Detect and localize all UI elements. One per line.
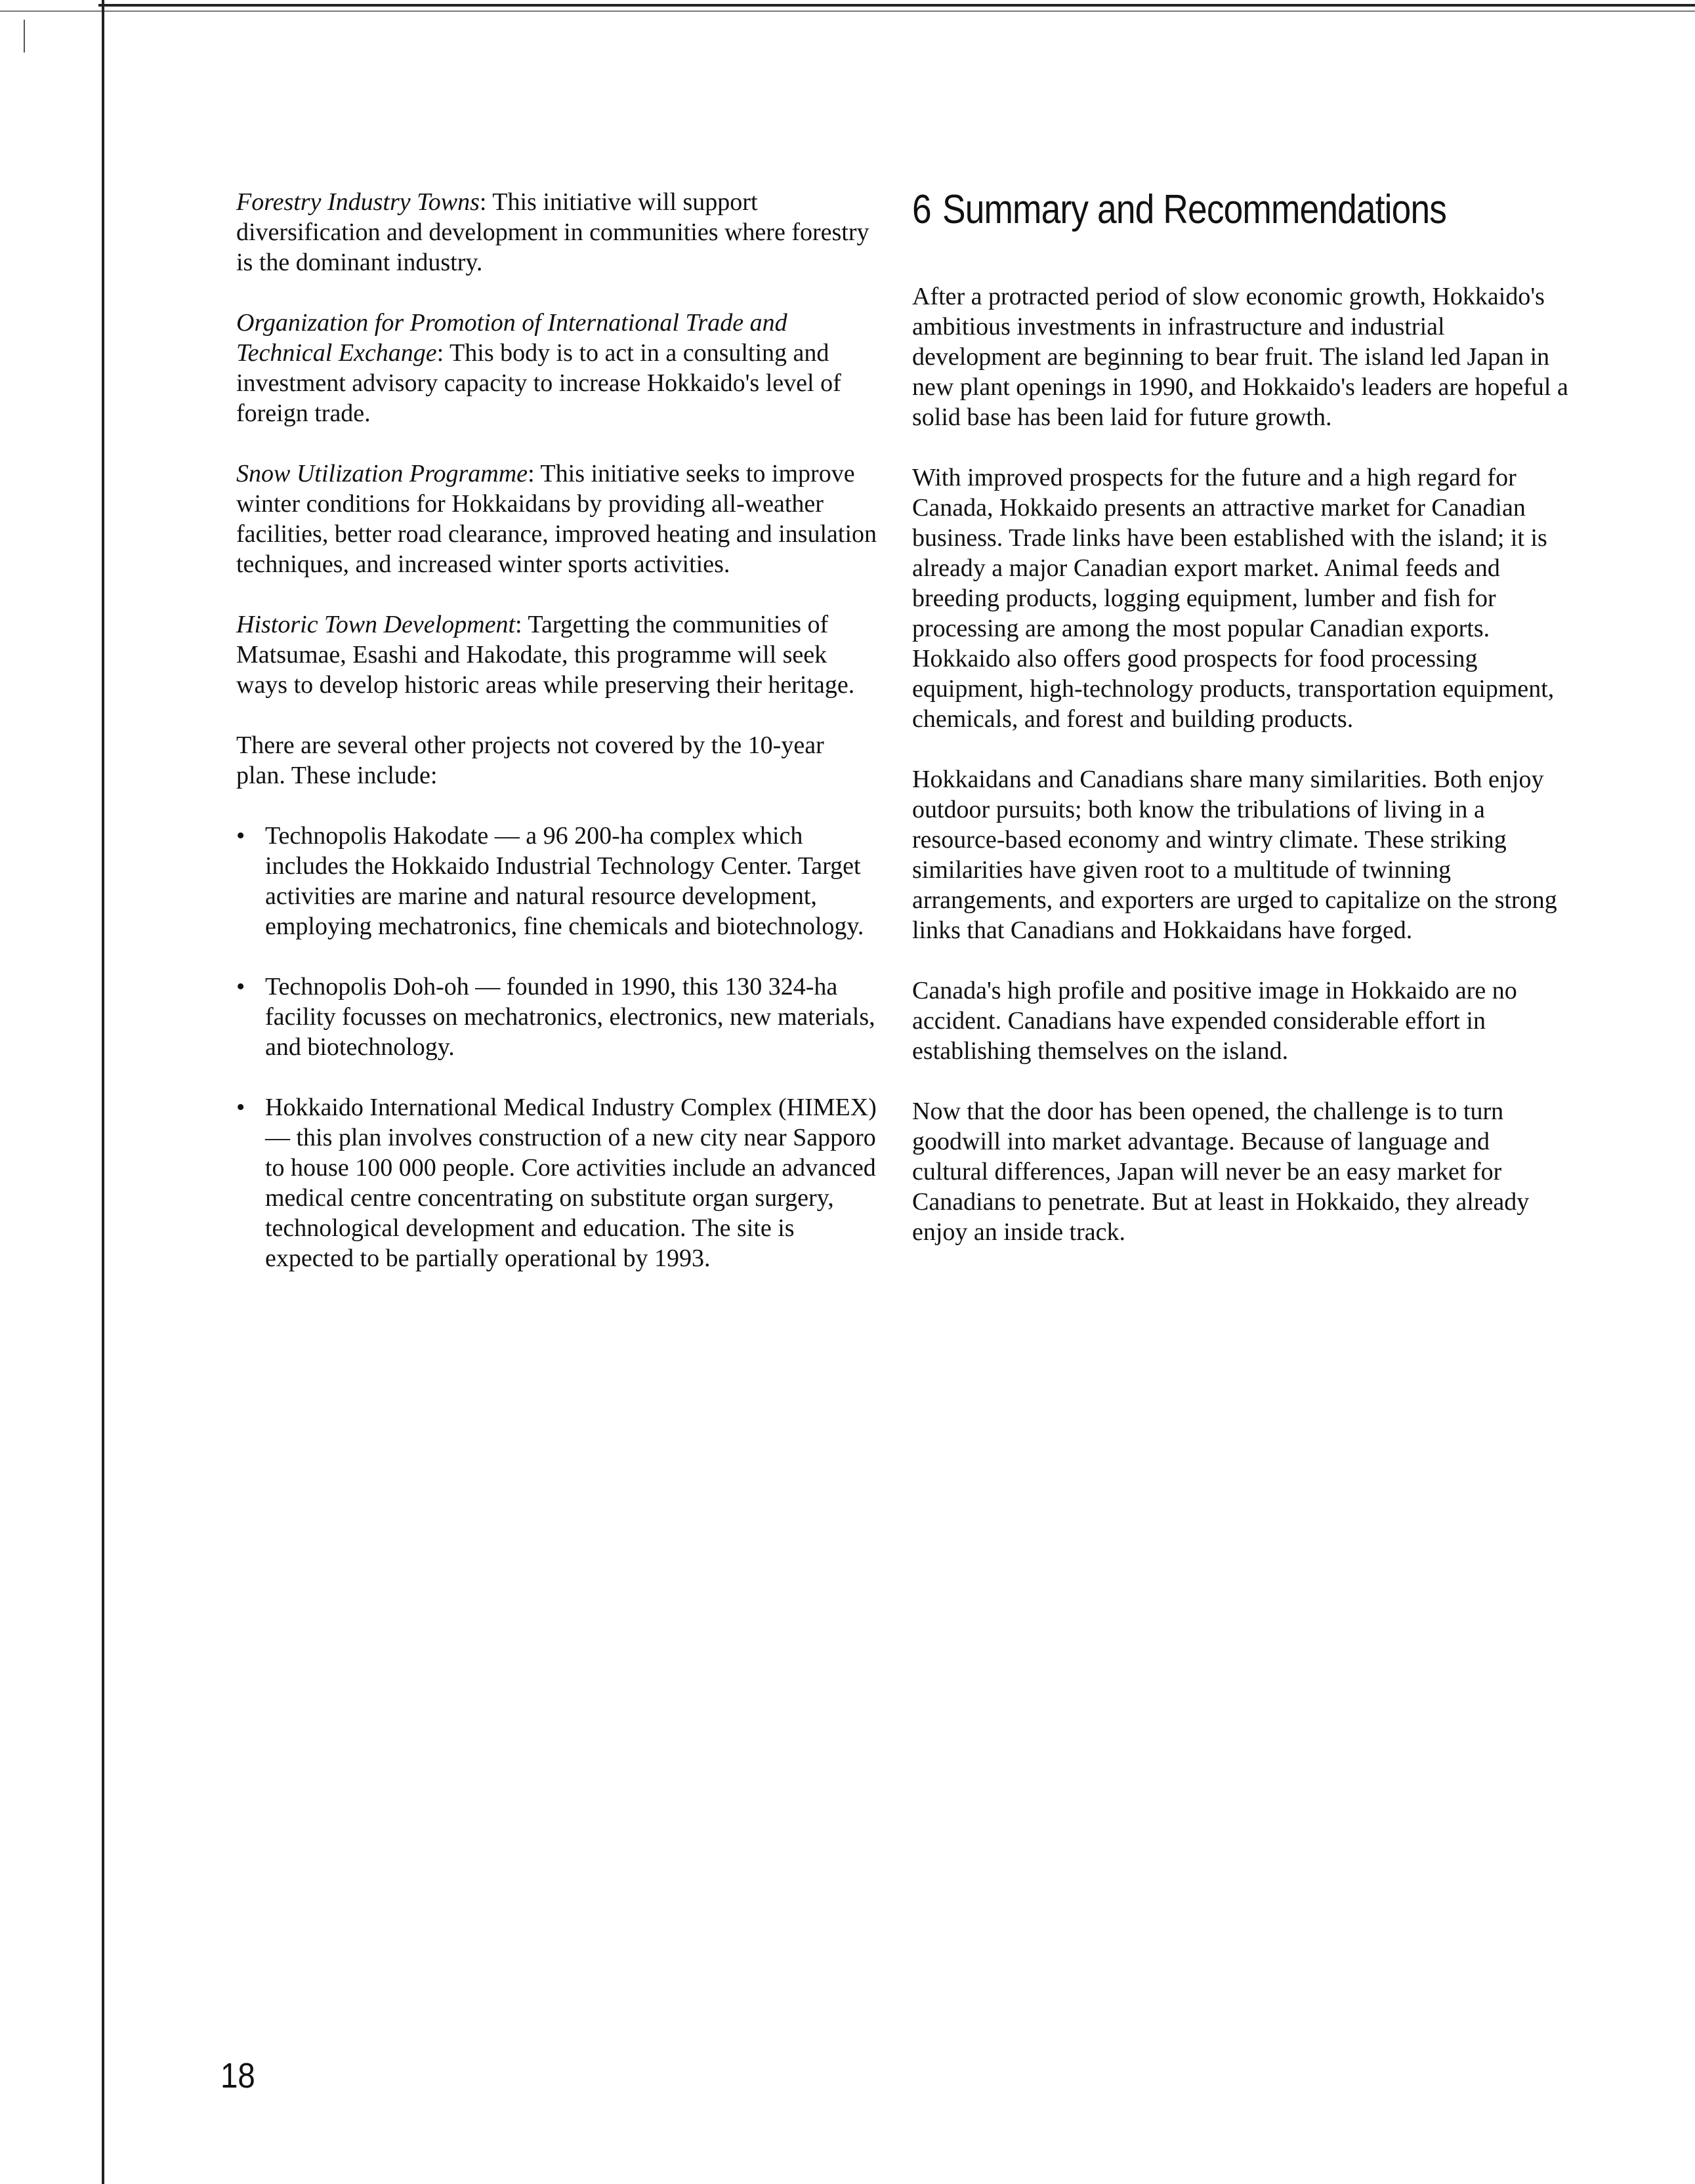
list-item-text: Technopolis Hakodate — a 96 200-ha complex which includes the Hokkaido Industrial Technology Center. Target activities are marine and natural resource development, employing mechatronics, fine chemicals and biotechnology. bbox=[265, 822, 864, 940]
top-scan-line bbox=[0, 10, 1695, 12]
paragraph-market-advantage: Now that the door has been opened, the challenge is to turn goodwill into market advantage. Because of language and cultural differences, Japan will never be an easy market for Canadians to penetrate. But at least in Hokkaido, they already enjoy an inside track. bbox=[912, 1098, 1530, 1246]
term-snow-utilization-programme: Snow Utilization Programme bbox=[236, 460, 528, 487]
paragraph-forestry-industry-towns bbox=[236, 187, 879, 278]
section-title: Summary and Recommendations bbox=[942, 187, 1447, 232]
paragraph-canada-profile: Canada's high profile and positive image in Hokkaido are no accident. Canadians have expended considerable effort in establishing themselves on the island. bbox=[912, 977, 1517, 1065]
paragraph-economic-growth: After a protracted period of slow economic growth, Hokkaido's ambitious investments in infrastructure and industrial development are beginning to bear fruit. The island led Japan in new plant openings in 1990, and Hokkaido's leaders are hopeful a solid base has been laid for future growth. bbox=[912, 283, 1568, 431]
top-border-line bbox=[98, 4, 1695, 7]
right-column bbox=[912, 187, 1568, 1277]
paragraph-shared-similarities: Hokkaidans and Canadians share many similarities. Both enjoy outdoor pursuits; both know the tribulations of living in a resource-based economy and wintry climate. These striking similarities have given root to a multitude of twinning arrangements, and exporters are urged to capitalize on the strong links that Canadians and Hokkaidans have forged. bbox=[912, 766, 1557, 944]
section-heading bbox=[912, 187, 1476, 233]
section-number: 6 bbox=[912, 187, 931, 232]
paragraph-text: : This body is to act in a consulting and investment advisory capacity to increase Hokkaido's level of foreign trade. bbox=[236, 339, 841, 427]
bullet-icon: • bbox=[236, 1094, 245, 1121]
paragraph-other-projects-intro: There are several other projects not covered by the 10-year plan. These include: bbox=[236, 731, 824, 789]
term-international-trade-organization: Organization for Promotion of International Trade and Technical Exchange bbox=[236, 309, 787, 367]
term-forestry-industry-towns: Forestry Industry Towns bbox=[236, 188, 480, 216]
list-item-text: Technopolis Doh-oh — founded in 1990, this 130 324-ha facility focusses on mechatronics, electronics, new materials, and biotechnology. bbox=[265, 973, 875, 1061]
bullet-icon: • bbox=[236, 973, 245, 1000]
left-scan-mark bbox=[24, 20, 25, 52]
left-column bbox=[236, 187, 879, 1304]
left-border-line bbox=[102, 0, 104, 2184]
paragraph-canadian-business-market: With improved prospects for the future and a high regard for Canada, Hokkaido presents an attractive market for Canadian business. Trade links have been established with the island; it is already a major Canadian export market. Animal feeds and breeding products, logging equipment, lumber and fish for processing are among the most popular Canadian exports. Hokkaido also offers good prospects for food processing equipment, high-technology products, transportation equipment, chemicals, and forest and building products. bbox=[912, 464, 1555, 733]
paragraph-text: : This initiative will support diversification and development in communities where forestry is the dominant industry. bbox=[236, 188, 869, 276]
page-number: 18 bbox=[220, 2056, 255, 2095]
paragraph-international-trade-organization bbox=[236, 308, 879, 428]
list-item-technopolis-doh-oh bbox=[236, 972, 879, 1062]
bullet-icon: • bbox=[236, 822, 245, 850]
term-historic-town-development: Historic Town Development bbox=[236, 611, 516, 638]
paragraph-snow-utilization-programme bbox=[236, 459, 879, 579]
projects-bullet-list bbox=[236, 821, 879, 1273]
list-item-himex bbox=[236, 1092, 879, 1273]
paragraph-text: : This initiative seeks to improve winter conditions for Hokkaidans by providing all-weather facilities, better road clearance, improved heating and insulation techniques, and increased winter sports activities. bbox=[236, 460, 877, 578]
paragraph-text: : Targetting the communities of Matsumae, Esashi and Hakodate, this programme will seek ways to develop historic areas while preserving their heritage. bbox=[236, 611, 855, 699]
list-item-text: Hokkaido International Medical Industry Complex (HIMEX) — this plan involves construction of a new city near Sapporo to house 100 000 people. Core activities include an advanced medical centre concentrating on substitute organ surgery, technological development and education. The site is expected to be partially operational by 1993. bbox=[265, 1094, 877, 1272]
paragraph-historic-town-development bbox=[236, 609, 879, 700]
list-item-technopolis-hakodate bbox=[236, 821, 879, 941]
